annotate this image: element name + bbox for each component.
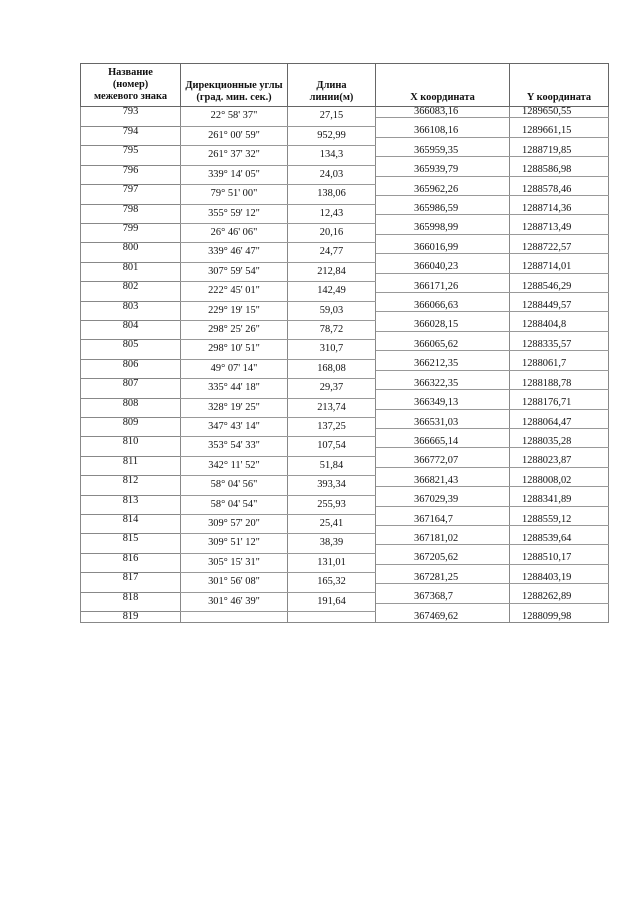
line-length: 131,01 <box>288 553 376 572</box>
y-coordinate: 1288714,36 <box>510 204 609 215</box>
point-name: 800 <box>81 243 181 254</box>
direction-angle: 298° 25' 26" <box>181 320 288 339</box>
line-length: 59,03 <box>288 301 376 320</box>
point-name: 808 <box>81 398 181 409</box>
line-length: 168,08 <box>288 359 376 378</box>
line-length: 393,34 <box>288 476 376 495</box>
point-name: 801 <box>81 262 181 273</box>
y-coordinate: 1288023,87 <box>510 456 609 467</box>
y-coordinate: 1288586,98 <box>510 165 609 176</box>
x-coordinate: 365939,79 <box>376 165 510 176</box>
line-length: 107,54 <box>288 437 376 456</box>
point-name: 818 <box>81 592 181 603</box>
table-row <box>81 146 609 157</box>
point-name: 813 <box>81 495 181 506</box>
table-row <box>81 379 609 390</box>
direction-angle: 309° 57' 20" <box>181 515 288 534</box>
point-name: 807 <box>81 379 181 390</box>
line-length: 25,41 <box>288 515 376 534</box>
line-length: 38,39 <box>288 534 376 553</box>
table-row <box>81 437 609 448</box>
table-row <box>81 553 609 564</box>
y-coordinate: 1288176,71 <box>510 398 609 409</box>
y-coordinate: 1288099,98 <box>510 612 609 623</box>
direction-angle: 229° 19' 15" <box>181 301 288 320</box>
point-name: 803 <box>81 301 181 312</box>
x-coordinate: 366322,35 <box>376 379 510 390</box>
x-coordinate: 366821,43 <box>376 476 510 487</box>
x-coordinate: 365998,99 <box>376 223 510 234</box>
table-row <box>81 320 609 331</box>
table-row <box>81 126 609 137</box>
point-name: 815 <box>81 534 181 545</box>
point-name: 816 <box>81 553 181 564</box>
direction-angle: 222° 45' 01" <box>181 282 288 301</box>
table-row <box>81 515 609 526</box>
point-name: 811 <box>81 456 181 467</box>
header-angle: Дирекционные углы (град. мин. сек.) <box>181 64 288 107</box>
direction-angle: 298° 10' 51" <box>181 340 288 359</box>
table-row <box>81 165 609 176</box>
point-name: 798 <box>81 204 181 215</box>
point-name: 802 <box>81 282 181 293</box>
x-coordinate: 366040,23 <box>376 262 510 273</box>
x-coordinate: 365986,59 <box>376 204 510 215</box>
x-coordinate: 366065,62 <box>376 340 510 351</box>
point-name: 817 <box>81 573 181 584</box>
table-header-row <box>81 64 609 107</box>
point-name: 794 <box>81 126 181 137</box>
line-length: 255,93 <box>288 495 376 514</box>
table-row <box>81 573 609 584</box>
direction-angle: 305° 15' 31" <box>181 553 288 572</box>
direction-angle: 301° 56' 08" <box>181 573 288 592</box>
direction-angle: 79° 51' 00" <box>181 185 288 204</box>
y-coordinate: 1288188,78 <box>510 379 609 390</box>
x-coordinate: 366531,03 <box>376 418 510 429</box>
table-row <box>81 359 609 370</box>
point-name: 806 <box>81 359 181 370</box>
direction-angle: 49° 07' 14" <box>181 359 288 378</box>
line-length: 134,3 <box>288 146 376 165</box>
x-coordinate: 367205,62 <box>376 553 510 564</box>
y-coordinate: 1288335,57 <box>510 340 609 351</box>
direction-angle: 301° 46' 39" <box>181 592 288 611</box>
line-length: 20,16 <box>288 223 376 242</box>
y-coordinate: 1288449,57 <box>510 301 609 312</box>
point-name-gap <box>81 157 181 166</box>
x-coordinate: 366108,16 <box>376 126 510 137</box>
direction-angle: 58° 04' 54" <box>181 495 288 514</box>
table-row <box>81 476 609 487</box>
line-length: 137,25 <box>288 418 376 437</box>
table-row <box>81 243 609 254</box>
y-coordinate: 1288008,02 <box>510 476 609 487</box>
x-coordinate: 367469,62 <box>376 612 510 623</box>
point-name: 799 <box>81 223 181 234</box>
x-coordinate: 366171,26 <box>376 282 510 293</box>
table-row <box>81 185 609 196</box>
point-name: 812 <box>81 476 181 487</box>
table-row <box>81 282 609 293</box>
point-name: 814 <box>81 515 181 526</box>
direction-angle: 328° 19' 25" <box>181 398 288 417</box>
table-row <box>81 534 609 545</box>
direction-angle: 261° 00' 59" <box>181 126 288 145</box>
point-name: 810 <box>81 437 181 448</box>
direction-angle: 342° 11' 52" <box>181 456 288 475</box>
x-coordinate: 367281,25 <box>376 573 510 584</box>
line-length: 12,43 <box>288 204 376 223</box>
direction-angle: 307° 59' 54" <box>181 262 288 281</box>
y-coordinate: 1288719,85 <box>510 146 609 157</box>
x-coordinate: 366083,16 <box>376 107 510 118</box>
point-name-gap <box>81 584 181 593</box>
point-name: 797 <box>81 185 181 196</box>
table-body <box>81 107 609 623</box>
line-length: 213,74 <box>288 398 376 417</box>
y-coordinate: 1289650,55 <box>510 107 609 118</box>
line-length: 952,99 <box>288 126 376 145</box>
line-length: 212,84 <box>288 262 376 281</box>
header-y: Y координата <box>510 64 609 107</box>
y-coordinate: 1288035,28 <box>510 437 609 448</box>
x-coordinate: 367181,02 <box>376 534 510 545</box>
y-coordinate: 1288061,7 <box>510 359 609 370</box>
y-coordinate: 1288559,12 <box>510 515 609 526</box>
table-row <box>81 398 609 409</box>
table-row <box>81 262 609 273</box>
point-name-gap <box>81 254 181 263</box>
x-coordinate: 366349,13 <box>376 398 510 409</box>
line-length: 51,84 <box>288 456 376 475</box>
direction-angle: 339° 46' 47" <box>181 243 288 262</box>
table-row <box>81 592 609 603</box>
direction-angle: 26° 46' 06" <box>181 223 288 242</box>
header-length: Длина линии(м) <box>288 64 376 107</box>
point-name-gap <box>81 487 181 496</box>
point-name-gap <box>81 390 181 399</box>
x-coordinate: 367029,39 <box>376 495 510 506</box>
point-name: 796 <box>81 165 181 176</box>
table-row <box>81 418 609 429</box>
line-length: 310,7 <box>288 340 376 359</box>
table-row <box>81 456 609 467</box>
direction-angle: 261° 37' 32" <box>181 146 288 165</box>
direction-angle: 355° 59' 12" <box>181 204 288 223</box>
header-x: Х координата <box>376 64 510 107</box>
y-coordinate: 1288262,89 <box>510 592 609 603</box>
y-coordinate: 1288403,19 <box>510 573 609 584</box>
x-coordinate: 366028,15 <box>376 320 510 331</box>
x-coordinate: 366772,07 <box>376 456 510 467</box>
line-length: 78,72 <box>288 320 376 339</box>
header-name: Название (номер) межевого знака <box>81 64 181 107</box>
line-length <box>288 612 376 623</box>
y-coordinate: 1288510,17 <box>510 553 609 564</box>
y-coordinate: 1288064,47 <box>510 418 609 429</box>
point-name: 804 <box>81 320 181 331</box>
x-coordinate: 367368,7 <box>376 592 510 603</box>
table-row <box>81 495 609 506</box>
line-length: 29,37 <box>288 379 376 398</box>
point-name: 795 <box>81 146 181 157</box>
y-coordinate: 1288341,89 <box>510 495 609 506</box>
point-name-gap <box>81 351 181 360</box>
x-coordinate: 367164,7 <box>376 515 510 526</box>
line-length: 138,06 <box>288 185 376 204</box>
direction-angle: 353° 54' 33" <box>181 437 288 456</box>
x-coordinate: 365959,35 <box>376 146 510 157</box>
table-row <box>81 612 609 623</box>
direction-angle: 58° 04' 56" <box>181 476 288 495</box>
direction-angle: 347° 43' 14" <box>181 418 288 437</box>
y-coordinate: 1288578,46 <box>510 185 609 196</box>
table-row <box>81 301 609 312</box>
coordinates-table <box>80 63 609 623</box>
y-coordinate: 1288546,29 <box>510 282 609 293</box>
direction-angle: 309° 51' 12" <box>181 534 288 553</box>
y-coordinate: 1288722,57 <box>510 243 609 254</box>
x-coordinate: 366665,14 <box>376 437 510 448</box>
table-row <box>81 107 609 118</box>
point-name: 793 <box>81 107 181 118</box>
y-coordinate: 1288539,64 <box>510 534 609 545</box>
table-row <box>81 204 609 215</box>
line-length: 27,15 <box>288 107 376 127</box>
direction-angle: 339° 14' 05" <box>181 165 288 184</box>
line-length: 191,64 <box>288 592 376 611</box>
direction-angle: 335° 44' 18" <box>181 379 288 398</box>
x-coordinate: 366066,63 <box>376 301 510 312</box>
line-length: 142,49 <box>288 282 376 301</box>
point-name-gap <box>81 196 181 205</box>
line-length: 165,32 <box>288 573 376 592</box>
y-coordinate: 1289661,15 <box>510 126 609 137</box>
line-length: 24,77 <box>288 243 376 262</box>
y-coordinate: 1288404,8 <box>510 320 609 331</box>
x-coordinate: 366212,35 <box>376 359 510 370</box>
point-name-gap <box>81 293 181 302</box>
point-name: 805 <box>81 340 181 351</box>
x-coordinate: 366016,99 <box>376 243 510 254</box>
point-name: 819 <box>81 612 181 623</box>
y-coordinate: 1288714,01 <box>510 262 609 273</box>
table-row <box>81 340 609 351</box>
direction-angle <box>181 612 288 623</box>
direction-angle: 22° 58' 37" <box>181 107 288 127</box>
x-coordinate: 365962,26 <box>376 185 510 196</box>
point-name: 809 <box>81 418 181 429</box>
line-length: 24,03 <box>288 165 376 184</box>
y-coordinate: 1288713,49 <box>510 223 609 234</box>
table-row <box>81 223 609 234</box>
